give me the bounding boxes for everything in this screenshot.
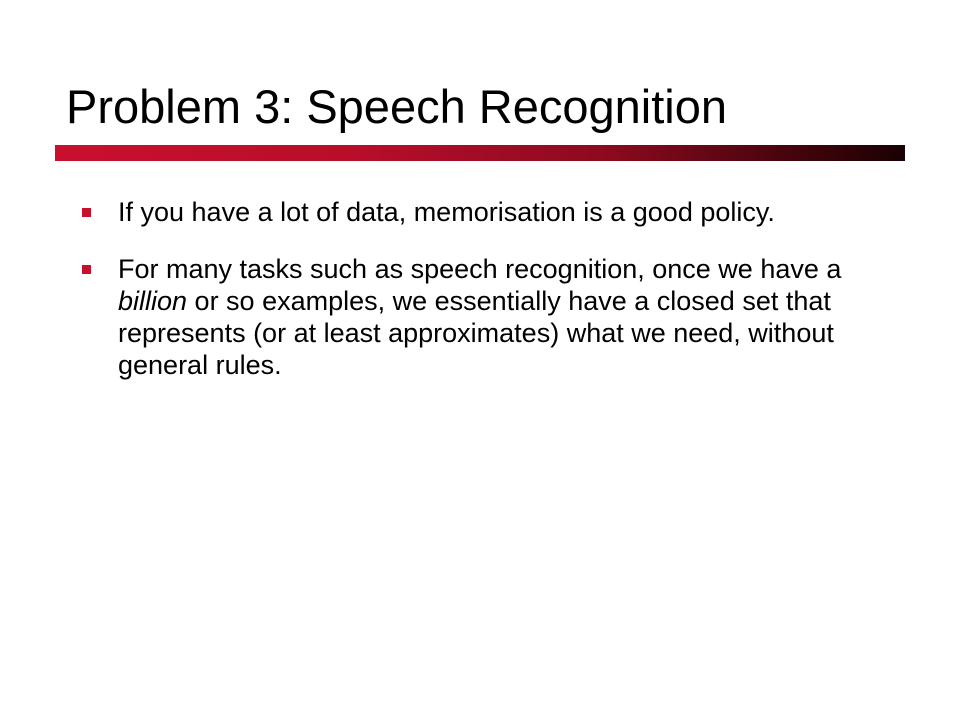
bullet-list bbox=[82, 196, 872, 406]
slide-title: Problem 3: Speech Recognition bbox=[66, 80, 728, 133]
bullet-text: If you have a lot of data, memorisation is a good policy. bbox=[118, 197, 775, 227]
bullet-text-start: For many tasks such as speech recognition, once we have a bbox=[118, 254, 842, 284]
square-bullet-icon bbox=[82, 208, 91, 217]
bullet-item-speech-recognition bbox=[82, 253, 872, 381]
title-underline-bar bbox=[55, 145, 905, 161]
bullet-text-emphasis: billion bbox=[118, 286, 188, 316]
square-bullet-icon bbox=[82, 265, 91, 274]
bullet-item-memorisation bbox=[82, 196, 872, 228]
bullet-text-end: or so examples, we essentially have a closed set that represents (or at least approximates) what we need, without general rules. bbox=[118, 286, 834, 380]
